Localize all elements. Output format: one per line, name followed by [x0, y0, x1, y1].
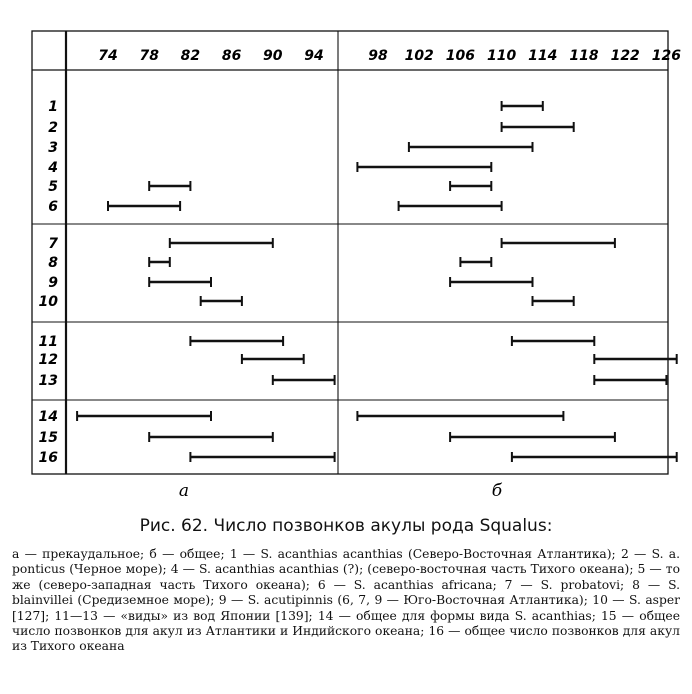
row-label: 3	[48, 140, 58, 156]
tick-label: 118	[569, 48, 599, 64]
row-label: 7	[48, 236, 58, 252]
panel-label-a: а	[178, 481, 190, 501]
range-bar	[460, 257, 491, 267]
range-bar	[594, 375, 666, 385]
row-label: 15	[38, 430, 58, 446]
tick-label: 90	[263, 48, 283, 64]
range-bar	[450, 277, 532, 287]
tick-label: 114	[528, 48, 558, 64]
range-bar	[594, 354, 676, 364]
row-label: 16	[38, 450, 58, 466]
range-bar	[450, 432, 615, 442]
tick-label: 126	[651, 48, 682, 64]
range-bar	[399, 201, 502, 211]
row-label: 8	[48, 255, 58, 271]
range-bars	[77, 101, 677, 462]
range-bar	[77, 411, 211, 421]
range-bar	[149, 181, 190, 191]
tick-label: 110	[486, 48, 517, 64]
range-bar	[357, 162, 491, 172]
row-label: 14	[38, 409, 58, 425]
row-label: 10	[38, 294, 58, 310]
tick-label: 106	[445, 48, 476, 64]
range-bar	[533, 296, 574, 306]
outer-border	[32, 31, 668, 474]
tick-label: 74	[98, 48, 118, 64]
range-bar	[149, 257, 170, 267]
row-label: 12	[38, 352, 58, 368]
tick-label: 86	[221, 48, 242, 64]
range-bar	[450, 181, 491, 191]
panel-label-b: б	[491, 481, 503, 501]
range-bar	[242, 354, 304, 364]
range-bar	[357, 411, 563, 421]
panel-labels	[179, 481, 503, 501]
row-label: 9	[48, 275, 58, 291]
chart-frame	[32, 31, 668, 474]
row-label: 11	[38, 334, 58, 350]
range-bar	[502, 101, 543, 111]
tick-label: 102	[404, 48, 434, 64]
tick-label: 82	[180, 48, 201, 64]
row-label: 13	[38, 373, 58, 389]
tick-label: 78	[139, 48, 159, 64]
figure-caption: Рис. 62. Число позвонков акулы рода Squalus:	[139, 516, 553, 536]
range-bar	[512, 452, 677, 462]
range-bar	[190, 336, 283, 346]
tick-label: 94	[304, 48, 324, 64]
range-bar	[108, 201, 180, 211]
range-bar	[502, 238, 615, 248]
row-labels	[39, 99, 59, 466]
row-label: 4	[48, 160, 58, 176]
range-bar	[409, 142, 533, 152]
range-bar	[502, 122, 574, 132]
tick-label: 98	[368, 48, 388, 64]
row-label: 6	[48, 199, 58, 215]
tick-labels	[98, 48, 681, 64]
range-bar	[149, 277, 211, 287]
range-bar	[170, 238, 273, 248]
range-bar	[190, 452, 334, 462]
range-bar	[273, 375, 335, 385]
row-label: 2	[48, 120, 58, 136]
tick-label: 122	[610, 48, 640, 64]
row-label: 5	[48, 179, 58, 195]
row-label: 1	[48, 99, 58, 115]
figure-legend: а — прекаудальное; б — общее; 1 — S. acanthias acanthias (Северо-Восточная Атлантика); 2 — S. a. ponticus (Черное море); 4 — S. acanthias acanthias (?); (северо-восточная часть Тихого океана); 5 — то же (северо-западная часть Тихого океана); 6 — S. acanthias africana; 7 — S. probatovi; 8 — S. blainvillei (Средиземное море); 9 — S. acutipinnis (6, 7, 9 — Юго-Восточная Атлантика); 10 — S. asper [127]; 11—13 — «виды» из вод Японии [139]; 14 — общее для формы вида S. acanthias; 15 — общее число позвонков для акул из Атлантики и Индийского океана; 16 — общее число позвонков для акул из Тихого океана	[12, 547, 680, 654]
range-bar	[512, 336, 594, 346]
range-bar	[149, 432, 273, 442]
range-bar	[201, 296, 242, 306]
